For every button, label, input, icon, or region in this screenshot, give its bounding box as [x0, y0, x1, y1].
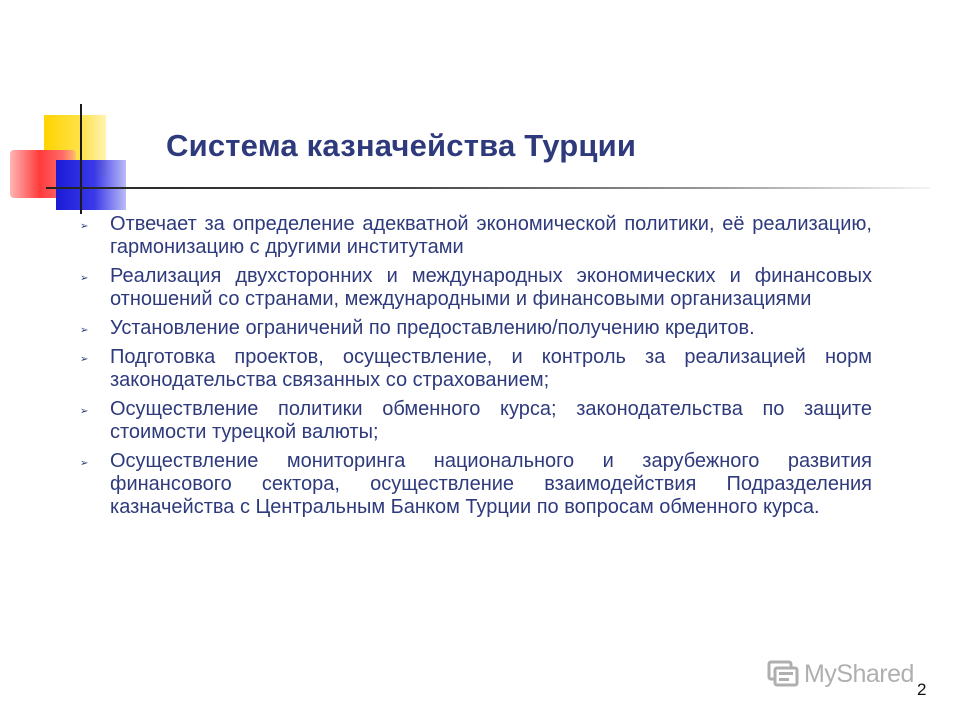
arrow-bullet-icon: ➢ — [80, 325, 89, 336]
watermark-text: MyShared — [804, 659, 914, 688]
bullet-item — [80, 346, 872, 392]
arrow-bullet-icon: ➢ — [80, 354, 89, 365]
arrow-bullet-icon: ➢ — [80, 458, 89, 469]
decorative-vertical-line — [80, 104, 82, 214]
bullet-item — [80, 450, 872, 519]
bullet-item — [80, 265, 872, 311]
bullet-item — [80, 317, 872, 340]
bullet-text: Осуществление мониторинга национального и зарубежного развития финансового сектора, осуществление взаимодействия Подразделения казначейства с Центральным Банком Турции по вопросам обменного курса. — [110, 450, 872, 518]
title-underline — [46, 187, 930, 189]
bullet-text: Отвечает за определение адекватной экономической политики, её реализацию, гармонизацию с другими институтами — [110, 213, 872, 258]
page-number: 2 — [917, 680, 927, 699]
arrow-bullet-icon: ➢ — [80, 273, 89, 284]
decorative-blue-square — [56, 160, 126, 210]
bullet-item — [80, 213, 872, 259]
bullet-text: Реализация двухсторонних и международных экономических и финансовых отношений со странами, международными и финансовыми организациями — [110, 265, 872, 310]
bullet-text: Установление ограничений по предоставлению/получению кредитов. — [110, 317, 755, 339]
bullet-text: Подготовка проектов, осуществление, и контроль за реализацией норм законодательства связанных со страхованием; — [110, 346, 872, 391]
arrow-bullet-icon: ➢ — [80, 406, 89, 417]
arrow-bullet-icon: ➢ — [80, 221, 89, 232]
bullet-text: Осуществление политики обменного курса; законодательства по защите стоимости турецкой валюты; — [110, 398, 872, 443]
bullet-list — [80, 213, 872, 525]
slide-title: Система казначейства Турции — [166, 128, 637, 163]
myshared-logo-icon — [766, 658, 800, 690]
bullet-item — [80, 398, 872, 444]
myshared-watermark[interactable] — [766, 658, 914, 690]
